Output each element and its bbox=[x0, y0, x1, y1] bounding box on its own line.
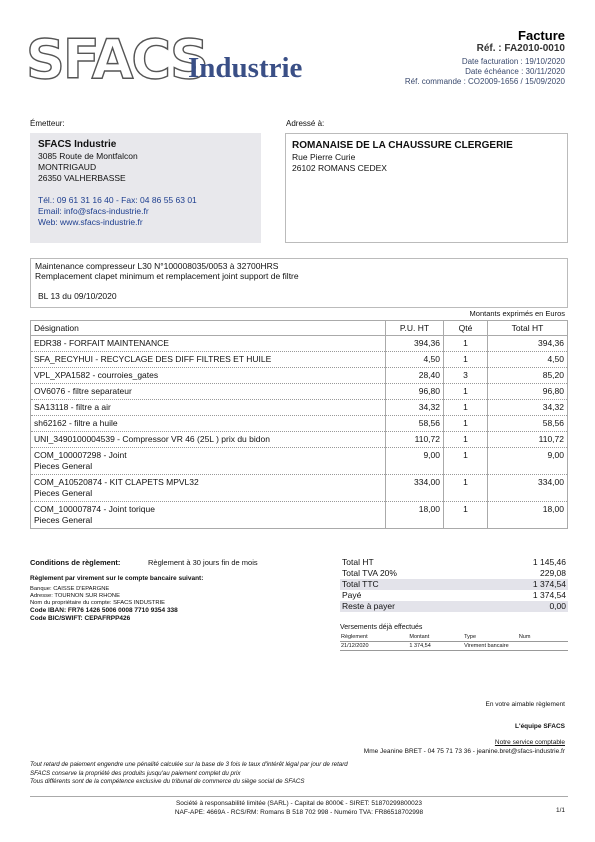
payment-type: Virement bancaire bbox=[463, 642, 518, 651]
item-designation: EDR38 - FORFAIT MAINTENANCE bbox=[34, 338, 169, 348]
legal-line3: Tous différents sont de la compétence exclusive du tribunal de commerce du siège social de SFACS bbox=[30, 778, 305, 785]
total-row bbox=[340, 557, 568, 568]
emitter-address1: 3085 Route de Montfalcon bbox=[38, 151, 138, 161]
cell-designation bbox=[31, 448, 386, 475]
pay-col-num: Num bbox=[518, 633, 568, 642]
table-row bbox=[31, 475, 568, 502]
emitter-web[interactable]: Web: www.sfacs-industrie.fr bbox=[38, 217, 143, 227]
total-value: 0,00 bbox=[480, 601, 568, 612]
page-number: 1/1 bbox=[555, 807, 565, 814]
cell-pu: 96,80 bbox=[386, 384, 444, 400]
footer-line2: NAF-APE: 4669A - RCS/RM: Romans B 518 702 998 - Numéro TVA: FR86518702998 bbox=[174, 809, 424, 816]
table-header-row bbox=[31, 321, 568, 336]
item-designation: COM_100007874 - Joint torique bbox=[34, 504, 155, 514]
table-row bbox=[31, 502, 568, 529]
item-designation: OV6076 - filtre separateur bbox=[34, 386, 132, 396]
conditions-label: Conditions de règlement: bbox=[30, 558, 121, 567]
cell-designation bbox=[31, 368, 386, 384]
col-qty: Qté bbox=[444, 321, 488, 336]
team-name: L'équipe SFACS bbox=[515, 723, 565, 730]
table-row bbox=[31, 352, 568, 368]
cell-total: 85,20 bbox=[488, 368, 568, 384]
item-designation: SA13118 - filtre a air bbox=[34, 402, 111, 412]
col-pu: P.U. HT bbox=[386, 321, 444, 336]
cell-total: 334,00 bbox=[488, 475, 568, 502]
currency-note: Montants exprimés en Euros bbox=[469, 309, 565, 318]
cell-qty: 3 bbox=[444, 368, 488, 384]
cell-total: 394,36 bbox=[488, 336, 568, 352]
cell-total: 110,72 bbox=[488, 432, 568, 448]
total-row bbox=[340, 568, 568, 579]
cell-qty: 1 bbox=[444, 432, 488, 448]
total-label: Total HT bbox=[342, 557, 374, 567]
cell-qty: 1 bbox=[444, 448, 488, 475]
totals-table bbox=[340, 557, 568, 612]
item-designation: COM_100007298 - Joint bbox=[34, 450, 127, 460]
cell-total: 34,32 bbox=[488, 400, 568, 416]
invoice-ref: Réf. : FA2010-0010 bbox=[476, 43, 565, 54]
cell-total: 58,56 bbox=[488, 416, 568, 432]
order-ref: Réf. commande : CO2009-1656 / 15/09/2020 bbox=[404, 77, 565, 86]
table-row bbox=[31, 448, 568, 475]
legal-notice bbox=[30, 761, 430, 787]
invoice-title: Facture bbox=[518, 28, 565, 43]
item-designation: UNI_3490100004539 - Compressor VR 46 (25L ) prix du bidon bbox=[34, 434, 270, 444]
payment-amount: 1 374,54 bbox=[408, 642, 463, 651]
emitter-label: Émetteur: bbox=[30, 119, 65, 128]
col-designation: Désignation bbox=[31, 321, 386, 336]
payments-title: Versements déjà effectués bbox=[340, 624, 423, 631]
transfer-title: Règlement par virement sur le compte bancaire suivant: bbox=[30, 575, 204, 582]
cell-qty: 1 bbox=[444, 400, 488, 416]
table-row bbox=[31, 384, 568, 400]
logo-text: SFACS bbox=[26, 28, 207, 91]
total-label: Total TTC bbox=[340, 579, 480, 590]
recipient-name: ROMANAISE DE LA CHAUSSURE CLERGERIE bbox=[292, 140, 513, 151]
total-row bbox=[340, 601, 568, 612]
iban: Code IBAN: FR76 1426 5006 0008 7710 9354 338 bbox=[30, 607, 178, 614]
cell-pu: 18,00 bbox=[386, 502, 444, 529]
bank-address: Adresse: TOURNON SUR RHONE bbox=[30, 593, 120, 599]
cell-total: 96,80 bbox=[488, 384, 568, 400]
payments-table bbox=[340, 633, 568, 651]
cell-designation bbox=[31, 502, 386, 529]
footer-line1: Société à responsabilité limitée (SARL) - Capital de 8000€ - SIRET: 51870299800023 bbox=[175, 800, 423, 807]
account-owner: Nom du propriétaire du compte: SFACS INDUSTRIE bbox=[30, 600, 165, 606]
greeting: En votre aimable règlement bbox=[485, 701, 565, 708]
cell-qty: 1 bbox=[444, 416, 488, 432]
item-designation: VPL_XPA1582 - courroies_gates bbox=[34, 370, 159, 380]
cell-qty: 1 bbox=[444, 352, 488, 368]
object-line1: Maintenance compresseur L30 N°100008035/0053 à 32700HRS bbox=[35, 261, 279, 271]
cell-qty: 1 bbox=[444, 336, 488, 352]
cell-total: 18,00 bbox=[488, 502, 568, 529]
company-logo bbox=[26, 28, 326, 91]
total-label: Reste à payer bbox=[340, 601, 480, 612]
cell-pu: 110,72 bbox=[386, 432, 444, 448]
item-designation: COM_A10520874 - KIT CLAPETS MPVL32 bbox=[34, 477, 199, 487]
cell-pu: 4,50 bbox=[386, 352, 444, 368]
table-row bbox=[31, 432, 568, 448]
pay-col-date: Règlement bbox=[340, 633, 408, 642]
item-designation: sh62162 - filtre a huile bbox=[34, 418, 118, 428]
table-row bbox=[31, 416, 568, 432]
payment-date: 21/12/2020 bbox=[340, 642, 408, 651]
cell-total: 9,00 bbox=[488, 448, 568, 475]
page-footer bbox=[30, 796, 568, 817]
service-name: Notre service comptable bbox=[494, 739, 565, 746]
total-label: Total TVA 20% bbox=[342, 568, 397, 578]
bank-name: Banque: CAISSE D'EPARGNE bbox=[30, 586, 110, 592]
item-category: Pieces General bbox=[34, 488, 93, 498]
cell-designation bbox=[31, 400, 386, 416]
service-contact: Mme Jeanine BRET - 04 75 71 73 36 - jeanine.bret@sfacs-industrie.fr bbox=[363, 748, 565, 755]
invoice-lines-table bbox=[30, 320, 568, 529]
total-value: 229,08 bbox=[540, 568, 566, 578]
table-row bbox=[31, 368, 568, 384]
cell-designation bbox=[31, 475, 386, 502]
recipient-address1: Rue Pierre Curie bbox=[292, 152, 356, 162]
payment-conditions bbox=[30, 558, 330, 623]
invoice-object bbox=[30, 258, 568, 308]
cell-qty: 1 bbox=[444, 475, 488, 502]
emitter-address3: 26350 VALHERBASSE bbox=[38, 173, 126, 183]
emitter-email[interactable]: Email: info@sfacs-industrie.fr bbox=[38, 206, 149, 216]
legal-line2: SFACS conserve la propriété des produits jusqu'au paiement complet du prix bbox=[30, 769, 241, 777]
table-row bbox=[31, 400, 568, 416]
cell-pu: 28,40 bbox=[386, 368, 444, 384]
total-row bbox=[340, 590, 568, 601]
col-total: Total HT bbox=[488, 321, 568, 336]
cell-pu: 394,36 bbox=[386, 336, 444, 352]
emitter-box bbox=[30, 133, 261, 243]
payments-section bbox=[340, 624, 568, 651]
payment-num bbox=[518, 642, 568, 651]
cell-total: 4,50 bbox=[488, 352, 568, 368]
recipient-box bbox=[285, 133, 568, 243]
object-line3: BL 13 du 09/10/2020 bbox=[38, 291, 117, 301]
item-category: Pieces General bbox=[34, 515, 93, 525]
recipient-label: Adressé à: bbox=[286, 119, 325, 128]
total-value: 1 374,54 bbox=[480, 579, 568, 590]
payment-row bbox=[340, 642, 568, 651]
invoice-header bbox=[405, 28, 565, 87]
recipient-address2: 26102 ROMANS CEDEX bbox=[292, 163, 387, 173]
conditions-value: Règlement à 30 jours fin de mois bbox=[148, 558, 258, 567]
cell-designation bbox=[31, 416, 386, 432]
cell-pu: 334,00 bbox=[386, 475, 444, 502]
cell-pu: 34,32 bbox=[386, 400, 444, 416]
total-value: 1 145,46 bbox=[532, 557, 566, 567]
cell-designation bbox=[31, 432, 386, 448]
cell-pu: 58,56 bbox=[386, 416, 444, 432]
pay-col-amount: Montant bbox=[408, 633, 463, 642]
object-line2: Remplacement clapet minimum et remplacement joint support de filtre bbox=[35, 271, 299, 281]
emitter-address2: MONTRIGAUD bbox=[38, 162, 97, 172]
total-label: Payé bbox=[342, 590, 362, 600]
bic: Code BIC/SWIFT: CEPAFRPP426 bbox=[30, 615, 131, 622]
legal-line1: Tout retard de paiement engendre une pénalité calculée sur la base de 3 fois le taux d'intérêt légal par jour de retard bbox=[30, 761, 348, 768]
due-date: Date échéance : 30/11/2020 bbox=[465, 67, 565, 76]
cell-designation bbox=[31, 352, 386, 368]
table-row bbox=[31, 336, 568, 352]
emitter-phone: Tél.: 09 61 31 16 40 - Fax: 04 86 55 63 01 bbox=[38, 195, 197, 205]
signature-block bbox=[364, 700, 565, 756]
pay-col-type: Type bbox=[463, 633, 518, 642]
cell-qty: 1 bbox=[444, 384, 488, 400]
item-designation: SFA_RECYHUI - RECYCLAGE DES DIFF FILTRES ET HUILE bbox=[34, 354, 272, 364]
cell-qty: 1 bbox=[444, 502, 488, 529]
cell-designation bbox=[31, 336, 386, 352]
total-value: 1 374,54 bbox=[532, 590, 566, 600]
emitter-name: SFACS Industrie bbox=[38, 139, 117, 150]
logo-suffix: Industrie bbox=[188, 52, 303, 84]
invoice-date: Date facturation : 19/10/2020 bbox=[461, 57, 565, 66]
item-category: Pieces General bbox=[34, 461, 93, 471]
cell-pu: 9,00 bbox=[386, 448, 444, 475]
total-row bbox=[340, 579, 568, 590]
cell-designation bbox=[31, 384, 386, 400]
